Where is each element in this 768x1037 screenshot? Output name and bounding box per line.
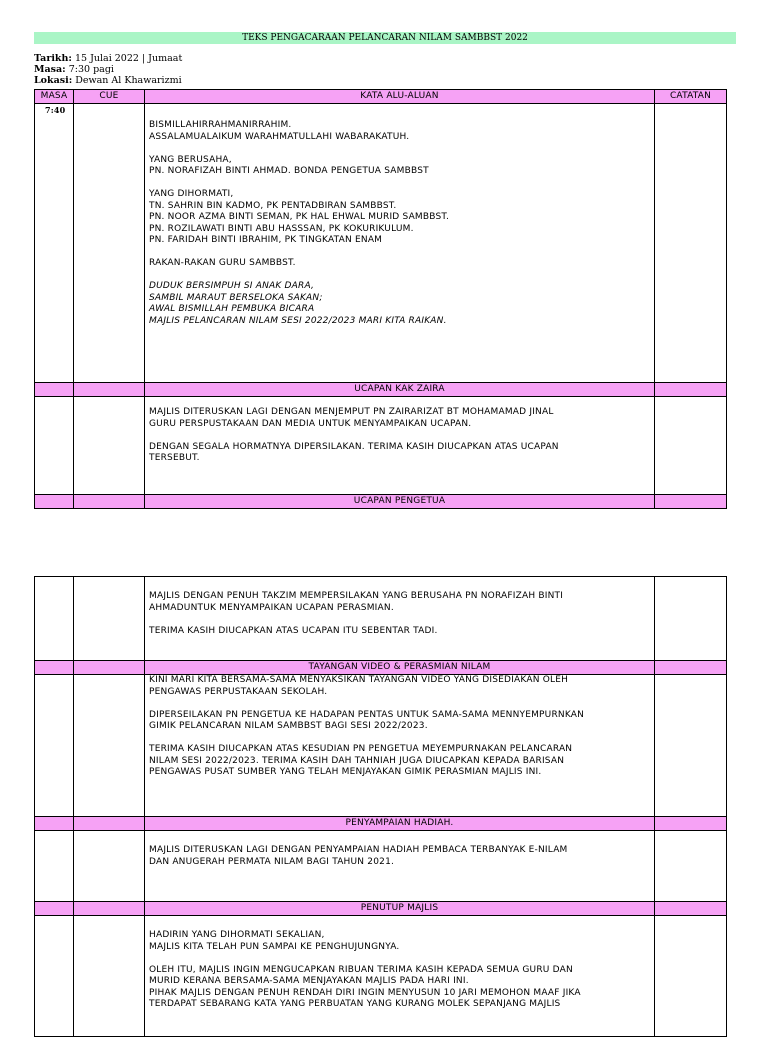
table-row (35, 831, 727, 902)
document-title: TEKS PENGACARAAN PELANCARAN NILAM SAMBBST 2022 (34, 32, 736, 44)
section-title: PENUTUP MAJLIS (145, 902, 655, 916)
penutup-text (145, 916, 655, 1037)
section-title: UCAPAN PENGETUA (145, 495, 655, 509)
program-table-page2 (34, 576, 727, 1037)
table-row (35, 675, 727, 817)
section-title: UCAPAN KAK ZAIRA (145, 383, 655, 397)
header-cue: CUE (74, 90, 145, 104)
table-row (35, 577, 727, 661)
paragraph: BISMILLAHIRRAHMANIRRAHIM. ASSALAMUALAIKUM WARAHMATULLAHI WABARAKATUH. (149, 120, 410, 142)
meta-lokasi: Lokasi: Dewan Al Khawarizmi (34, 75, 182, 86)
paragraph: YANG DIHORMATI, TN. SAHRIN BIN KADMO, PK PENTADBIRAN SAMBBST. PN. NOOR AZMA BINTI SEMAN, PK HAL EHWAL MURID SAMBBST. PN. ROZILAWATI BINTI ABU HASSSAN, PK KOKURIKULUM. PN. FARIDAH BINTI IBRAHIM, PK TINGKATAN ENAM (149, 189, 450, 245)
header-kata-alu-aluan: KATA ALU-ALUAN (145, 90, 655, 104)
pengetua-text (145, 577, 655, 661)
table-row (35, 104, 727, 383)
header-catatan: CATATAN (655, 90, 727, 104)
section-row-ucapan-kak-zaira (35, 383, 727, 397)
section-row-tayangan-video (35, 661, 727, 675)
section-text (145, 397, 655, 495)
paragraph: MAJLIS DITERUSKAN LAGI DENGAN MENJEMPUT PN ZAIRARIZAT BT MOHAMAMAD JINAL GURU PERSPUSTAKAAN DAN MEDIA UNTUK MENYAMPAIKAN UCAPAN. (149, 407, 554, 429)
cue-cell (74, 104, 145, 383)
paragraph: TERIMA KASIH DIUCAPKAN ATAS KESUDIAN PN PENGETUA MEYEMPURNAKAN PELANCARAN NILAM SESI 2022/2023. TERIMA KASIH DAH TAHNIAH JUGA DIUCAPKAN KEPADA BARISAN PENGAWAS PUSAT SUMBER YANG TELAH MENJAYAKAN GIMIK PERASMIAN MAJLIS INI. (149, 744, 573, 777)
section-row-ucapan-pengetua (35, 495, 727, 509)
paragraph: KINI MARI KITA BERSAMA-SAMA MENYAKSIKAN TAYANGAN VIDEO YANG DISEDIAKAN OLEH PENGAWAS PERPUSTAKAAN SEKOLAH. (149, 675, 569, 697)
video-text (145, 675, 655, 817)
opening-speech (145, 104, 655, 383)
paragraph: DIPERSEILAKAN PN PENGETUA KE HADAPAN PENTAS UNTUK SAMA-SAMA MENNYEMPURNKAN GIMIK PELANCARAN NILAM SAMBBST BAGI SESI 2022/2023. (149, 709, 585, 731)
paragraph: RAKAN-RAKAN GURU SAMBBST. (149, 258, 296, 268)
section-row-penutup-majlis (35, 902, 727, 916)
header-masa: MASA (35, 90, 74, 104)
paragraph: YANG BERUSAHA, PN. NORAFIZAH BINTI AHMAD. BONDA PENGETUA SAMBBST (149, 154, 429, 176)
table-header-row (35, 90, 727, 104)
section-row-penyampaian-hadiah (35, 817, 727, 831)
catatan-cell (655, 104, 727, 383)
program-table-page1 (34, 89, 727, 509)
table-row (35, 916, 727, 1037)
paragraph: TERIMA KASIH DIUCAPKAN ATAS UCAPAN ITU SEBENTAR TADI. (149, 625, 438, 636)
meta-tarikh: Tarikh: 15 Julai 2022 | Jumaat (34, 53, 183, 64)
pantun-verse: DUDUK BERSIMPUH SI ANAK DARA, SAMBIL MARAUT BERSELOKA SAKAN; AWAL BISMILLAH PEMBUKA BICARA MAJLIS PELANCARAN NILAM SESI 2022/2023 MARI KITA RAIKAN. (149, 281, 447, 326)
paragraph: DENGAN SEGALA HORMATNYA DIPERSILAKAN. TERIMA KASIH DIUCAPKAN ATAS UCAPAN TERSEBUT. (149, 441, 559, 463)
section-title: TAYANGAN VIDEO & PERASMIAN NILAM (145, 661, 655, 675)
hadiah-text (145, 831, 655, 902)
paragraph: HADIRIN YANG DIHORMATI SEKALIAN, MAJLIS KITA TELAH PUN SAMPAI KE PENGHUJUNGNYA. (149, 930, 400, 952)
paragraph: OLEH ITU, MAJLIS INGIN MENGUCAPKAN RIBUAN TERIMA KASIH KEPADA SEMUA GURU DAN MURID KERANA BERSAMA-SAMA MENJAYAKAN MAJLIS PADA HARI INI. PIHAK MAJLIS DENGAN PENUH RENDAH DIRI INGIN MENYUSUN 10 JARI MEMOHON MAAF JIKA TERDAPAT SEBARANG KATA YANG PERBUATAN YANG KURANG MOLEK SEPANJANG MAJLIS (149, 964, 581, 1009)
meta-masa: Masa: 7:30 pagi (34, 64, 114, 75)
section-title: PENYAMPAIAN HADIAH. (145, 817, 655, 831)
paragraph: MAJLIS DENGAN PENUH TAKZIM MEMPERSILAKAN YANG BERUSAHA PN NORAFIZAH BINTI AHMADUNTUK MENYAMPAIKAN UCAPAN PERASMIAN. (149, 591, 564, 613)
table-row (35, 397, 727, 495)
paragraph: MAJLIS DITERUSKAN LAGI DENGAN PENYAMPAIAN HADIAH PEMBACA TERBANYAK E-NILAM DAN ANUGERAH PERMATA NILAM BAGI TAHUN 2021. (149, 845, 568, 867)
time-cell: 7:40 (35, 104, 74, 383)
